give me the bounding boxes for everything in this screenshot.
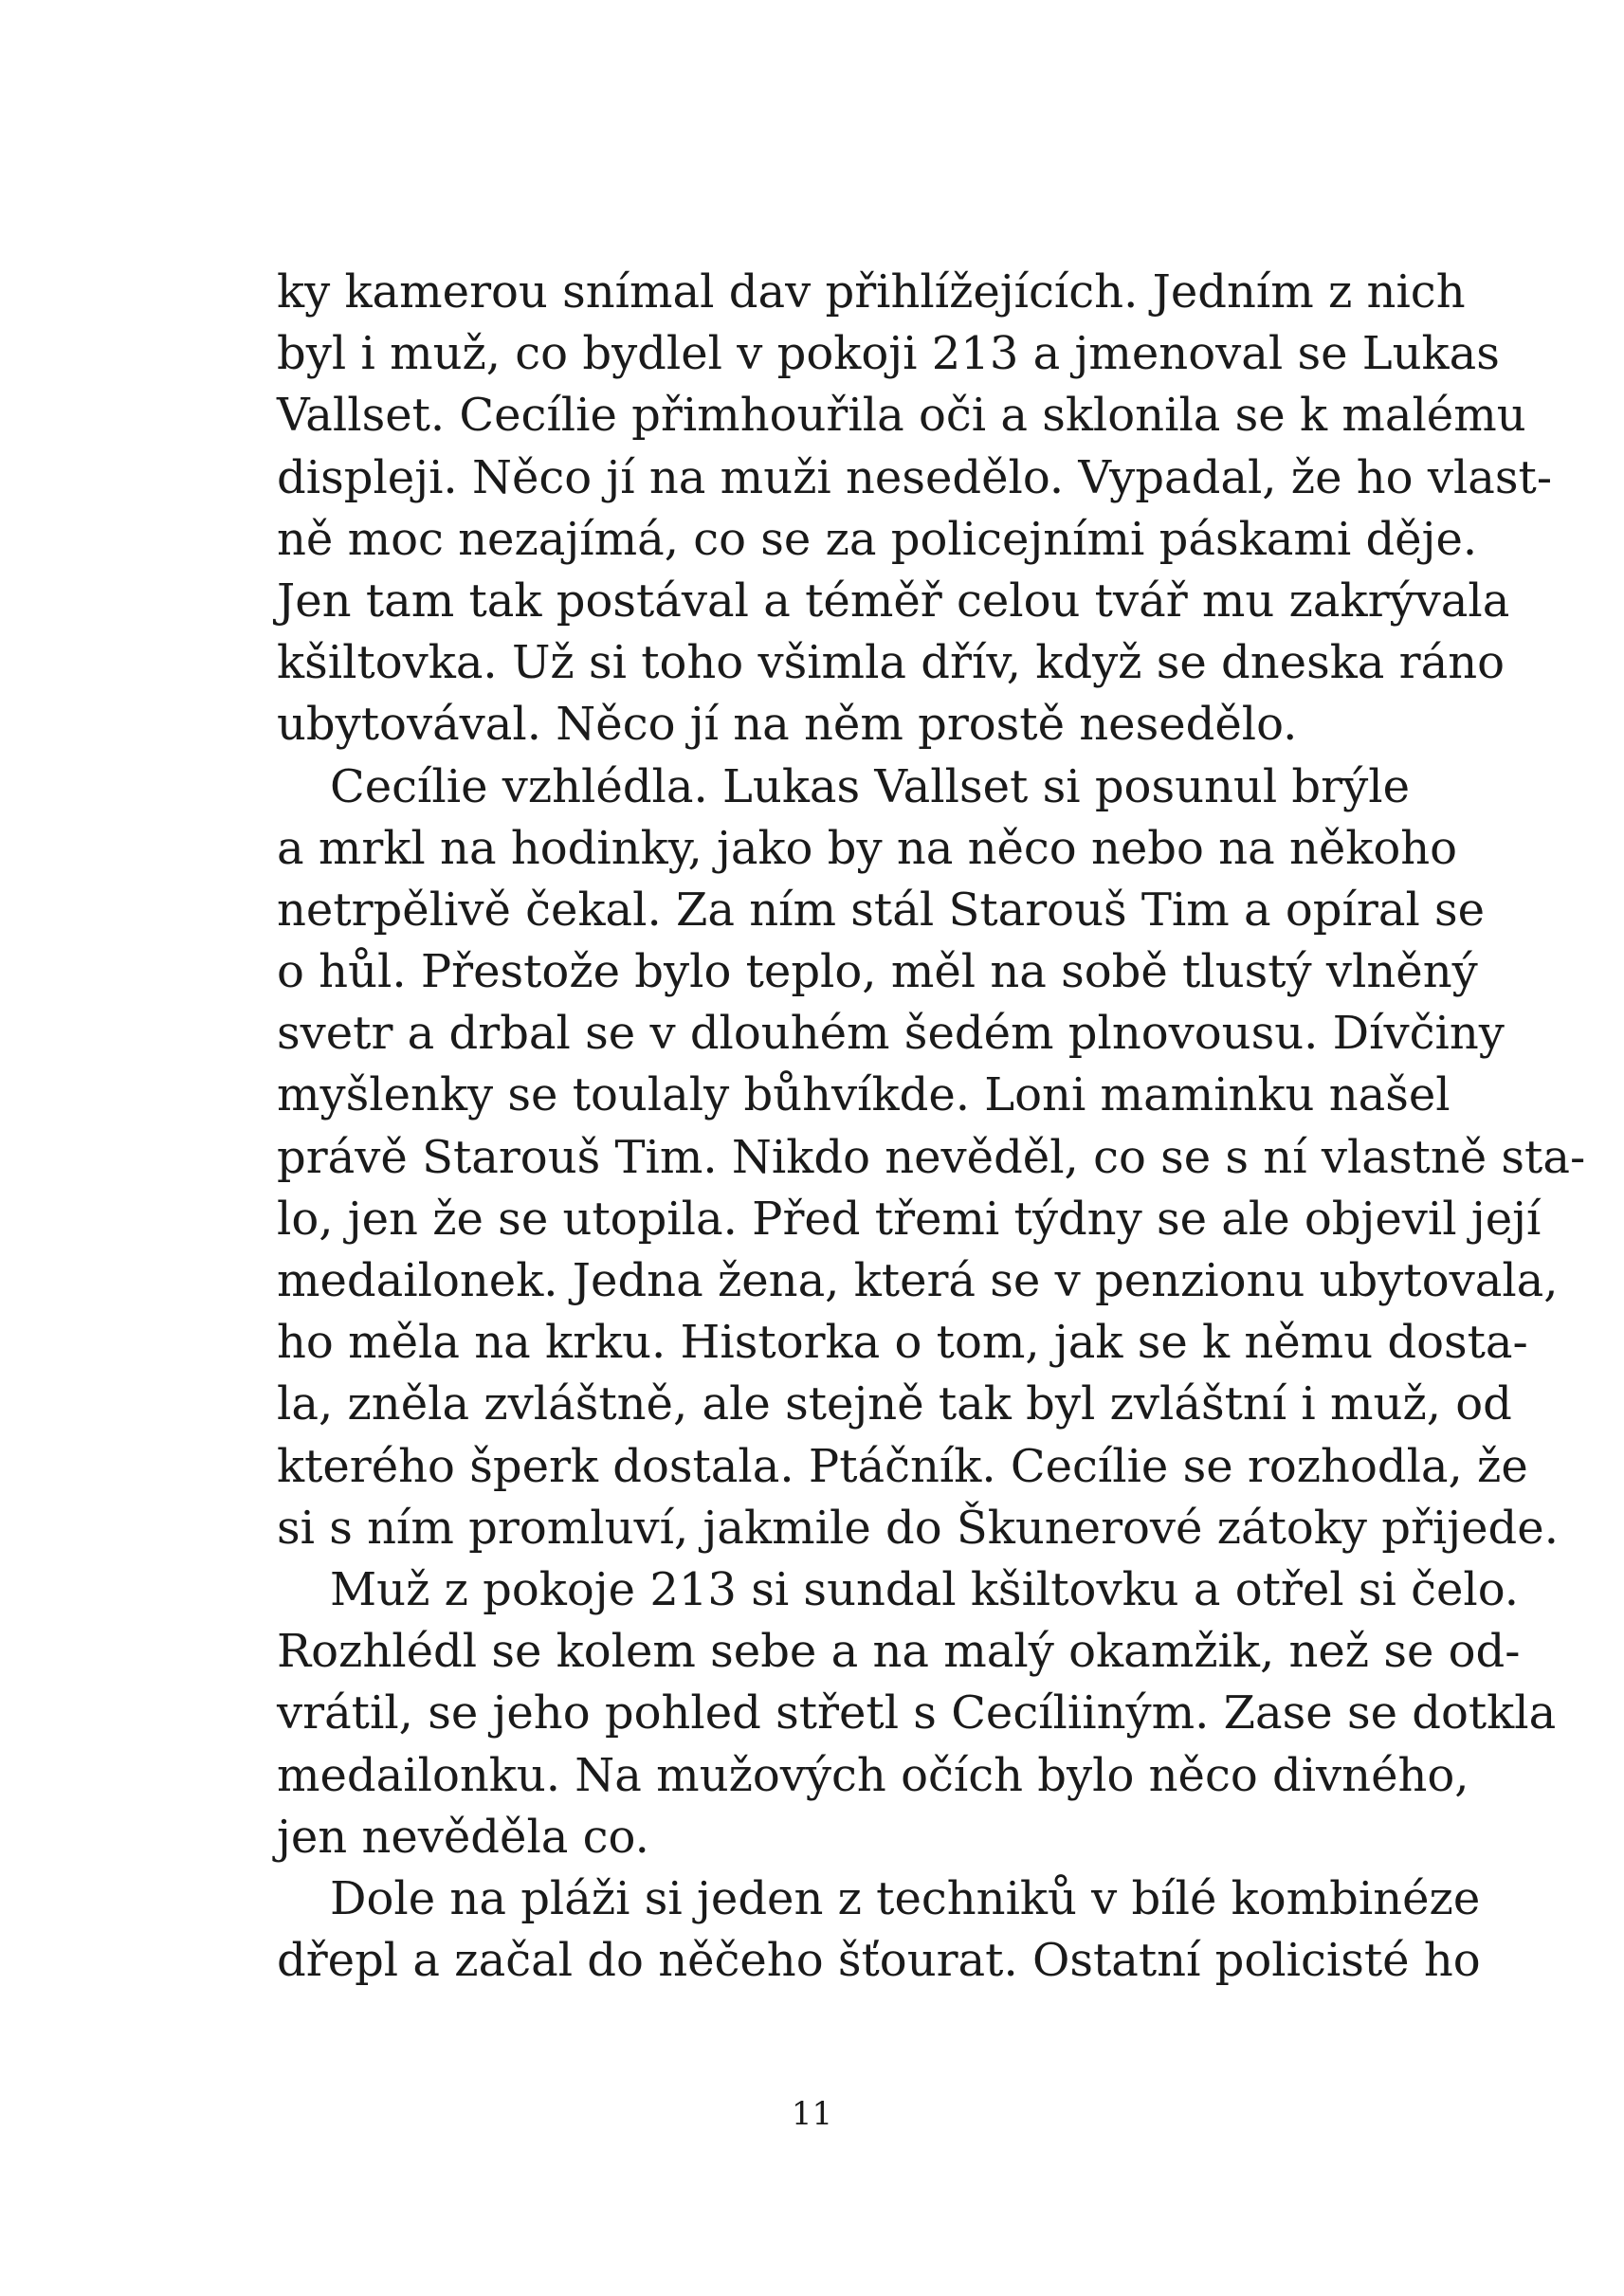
text-line: byl i muž, co bydlel v pokoji 213 a jmenoval se Lukas	[277, 327, 1500, 381]
text-line: kšiltovka. Už si toho všimla dřív, když se dneska ráno	[277, 636, 1505, 690]
body-text	[277, 262, 1586, 1992]
text-line: netrpělivě čekal. Za ním stál Starouš Tim a opíral se	[277, 883, 1486, 937]
page-number: 11	[791, 2095, 833, 2133]
text-line: o hůl. Přestože bylo teplo, měl na sobě tlustý vlněný	[277, 945, 1478, 999]
text-line: medailonek. Jedna žena, která se v penzionu ubytovala,	[277, 1254, 1559, 1307]
text-line: lo, jen že se utopila. Před třemi týdny se ale objevil její	[277, 1192, 1542, 1246]
text-line: vrátil, se jeho pohled střetl s Cecíliiným. Zase se dotkla	[277, 1686, 1557, 1740]
text-line: ho měla na krku. Historka o tom, jak se k němu dosta-	[277, 1316, 1528, 1370]
paragraph-start-line: Dole na pláži si jeden z techniků v bílé kombinéze	[330, 1871, 1481, 1925]
text-line: Jen tam tak postával a téměř celou tvář mu zakrývala	[277, 574, 1510, 628]
text-line: jen nevěděla co.	[277, 1810, 649, 1864]
paragraph-start-line: Cecílie vzhlédla. Lukas Vallset si posunul brýle	[330, 759, 1410, 813]
text-line: displeji. Něco jí na muži nesedělo. Vypadal, že ho vlast-	[277, 450, 1553, 504]
text-line: právě Starouš Tim. Nikdo nevěděl, co se s ní vlastně sta-	[277, 1130, 1586, 1184]
text-line: svetr a drbal se v dlouhém šedém plnovousu. Dívčiny	[277, 1007, 1505, 1061]
text-line: myšlenky se toulaly bůhvíkde. Loni maminku našel	[277, 1068, 1451, 1122]
text-line: Rozhlédl se kolem sebe a na malý okamžik, než se od-	[277, 1625, 1521, 1679]
text-line: a mrkl na hodinky, jako by na něco nebo na někoho	[277, 821, 1458, 875]
text-line: ně moc nezajímá, co se za policejními páskami děje.	[277, 512, 1478, 566]
text-line: la, zněla zvláštně, ale stejně tak byl zvláštní i muž, od	[277, 1377, 1512, 1431]
text-line: si s ním promluví, jakmile do Škunerové zátoky přijede.	[277, 1501, 1559, 1555]
text-line: ubytovával. Něco jí na něm prostě nesedělo.	[277, 698, 1298, 752]
text-line: ky kamerou snímal dav přihlížejících. Jedním z nich	[277, 265, 1466, 319]
text-line: Vallset. Cecílie přimhouřila oči a sklonila se k malému	[277, 389, 1526, 443]
text-line: medailonku. Na mužových očích bylo něco divného,	[277, 1748, 1469, 1802]
text-line: kterého šperk dostala. Ptáčník. Cecílie se rozhodla, že	[277, 1439, 1528, 1493]
paragraph-start-line: Muž z pokoje 213 si sundal kšiltovku a otřel si čelo.	[330, 1562, 1520, 1616]
text-line: dřepl a začal do něčeho šťourat. Ostatní policisté ho	[277, 1934, 1481, 1988]
